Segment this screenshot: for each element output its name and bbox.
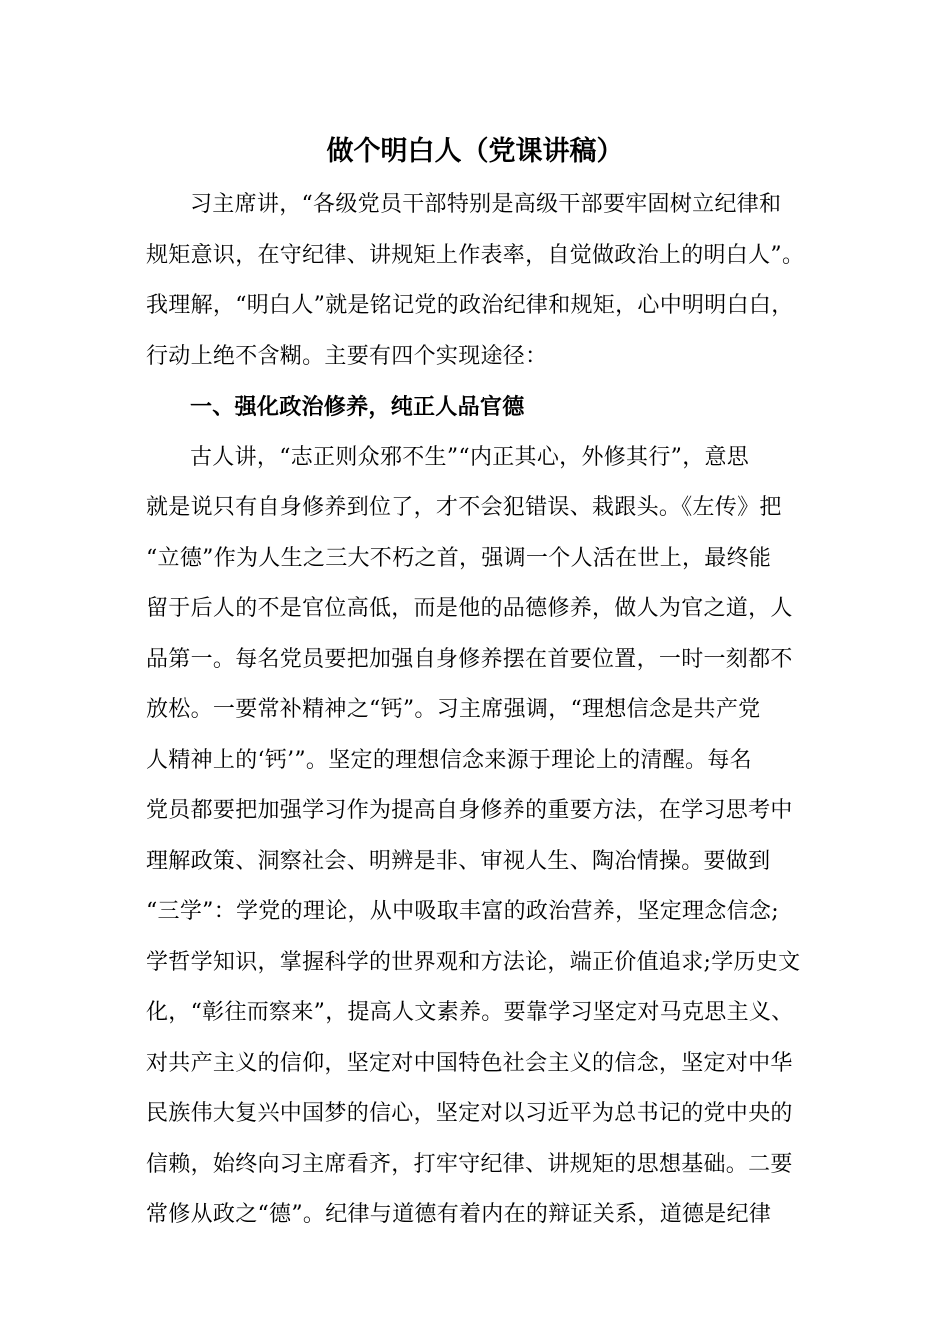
paragraph-line: 留于后人的不是官位高低，而是他的品德修养，做人为官之道，人 xyxy=(146,596,793,621)
paragraph-line: 对共产主义的信仰，坚定对中国特色社会主义的信念，坚定对中华 xyxy=(146,1050,793,1076)
document-body xyxy=(146,180,806,1241)
paragraph-line: 学哲学知识，掌握科学的世界观和方法论，端正价值追求;学历史文 xyxy=(146,949,801,975)
paragraph-line: “三学”：学党的理论，从中吸取丰富的政治营养，坚定理念信念; xyxy=(146,899,779,924)
paragraph-line: 就是说只有自身修养到位了，才不会犯错误、栽跟头。《左传》把 xyxy=(146,495,782,520)
paragraph-line: 理解政策、洞察社会、明辨是非、审视人生、陶冶情操。要做到 xyxy=(146,848,771,874)
paragraph-line: 放松。一要常补精神之“钙”。习主席强调，“理想信念是共产党 xyxy=(146,697,761,722)
paragraph-line: 行动上绝不含糊。主要有四个实现途径： xyxy=(146,343,548,369)
document-title: 做个明白人（党课讲稿） xyxy=(326,136,624,167)
paragraph-line: 常修从政之“德”。纪律与道德有着内在的辩证关系，道德是纪律 xyxy=(146,1202,772,1227)
paragraph-line: 品第一。每名党员要把加强自身修养摆在首要位置，一时一刻都不 xyxy=(146,646,793,672)
paragraph-line: 我理解，“明白人”就是铭记党的政治纪律和规矩，心中明明白白， xyxy=(146,293,794,318)
paragraph-line: 信赖，始终向习主席看齐，打牢守纪律、讲规矩的思想基础。二要 xyxy=(146,1151,793,1177)
paragraph-line: 习主席讲，“各级党员干部特别是高级干部要牢固树立纪律和 xyxy=(190,192,782,217)
paragraph-line: 党员都要把加强学习作为提高自身修养的重要方法，在学习思考中 xyxy=(146,798,793,823)
paragraph-line: 古人讲，“志正则众邪不生”“内正其心，外修其行”，意思 xyxy=(190,444,750,470)
paragraph-line: 化，“彰往而察来”，提高人文素养。要靠学习坚定对马克思主义、 xyxy=(146,1000,794,1025)
section-heading: 一、强化政治修养，纯正人品官德 xyxy=(190,394,525,420)
paragraph-line: 规矩意识，在守纪律、讲规矩上作表率，自觉做政治上的明白人”。 xyxy=(146,242,805,268)
paragraph-line: 人精神上的‘钙’”。坚定的理想信念来源于理论上的清醒。每名 xyxy=(146,747,752,773)
paragraph-line: 民族伟大复兴中国梦的信心，坚定对以习近平为总书记的党中央的 xyxy=(146,1101,793,1126)
paragraph-line: “立德”作为人生之三大不朽之首，强调一个人活在世上，最终能 xyxy=(146,545,772,571)
